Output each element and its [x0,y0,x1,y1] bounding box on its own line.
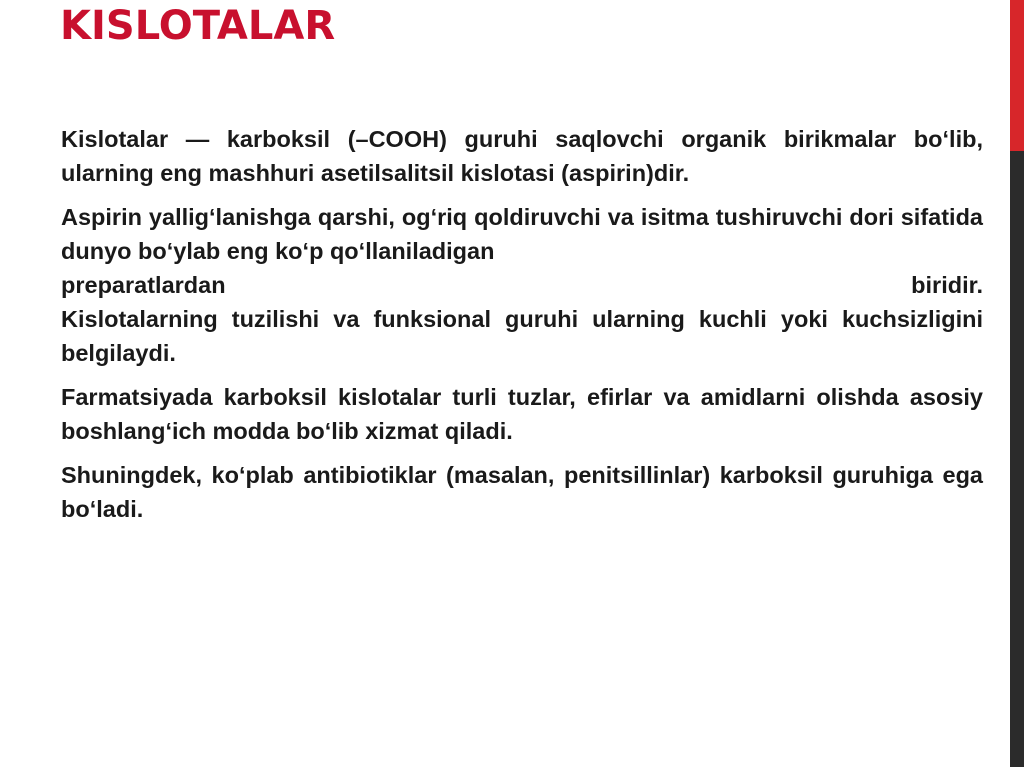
paragraph-pharmacy: Farmatsiyada karboksil kislotalar turli tuzlar, efirlar va amidlarni olishda asosiy boshlang‘ich modda bo‘lib xizmat qiladi. [61,384,983,444]
slide-body [61,122,983,536]
tail-word-left: preparatlardan [61,272,226,298]
paragraph-structure-text: Kislotalarning tuzilishi va funksional guruhi ularning kuchli yoki kuchsizligini belgilaydi. [61,306,983,366]
tail-word-right: biridir. [911,272,983,298]
paragraph-antibiotics: Shuningdek, ko‘plab antibiotiklar (masalan, penitsillinlar) karboksil guruhiga ega bo‘ladi. [61,462,983,522]
paragraph-aspirin-text: Aspirin yallig‘lanishga qarshi, og‘riq qoldiruvchi va isitma tushiruvchi dori sifatida dunyo bo‘ylab eng ko‘p qo‘llaniladigan [61,204,983,264]
paragraph-aspirin [61,200,983,370]
paragraph-aspirin-tail [61,268,983,302]
paragraph-definition: Kislotalar — karboksil (–COOH) guruhi saqlovchi organik birikmalar bo‘lib, ularning eng mashhuri asetilsalitsil kislotasi (aspirin)dir. [61,126,983,186]
slide-title: KISLOTALAR [60,3,336,49]
accent-bar-bottom [1010,151,1024,767]
accent-bar-top [1010,0,1024,151]
